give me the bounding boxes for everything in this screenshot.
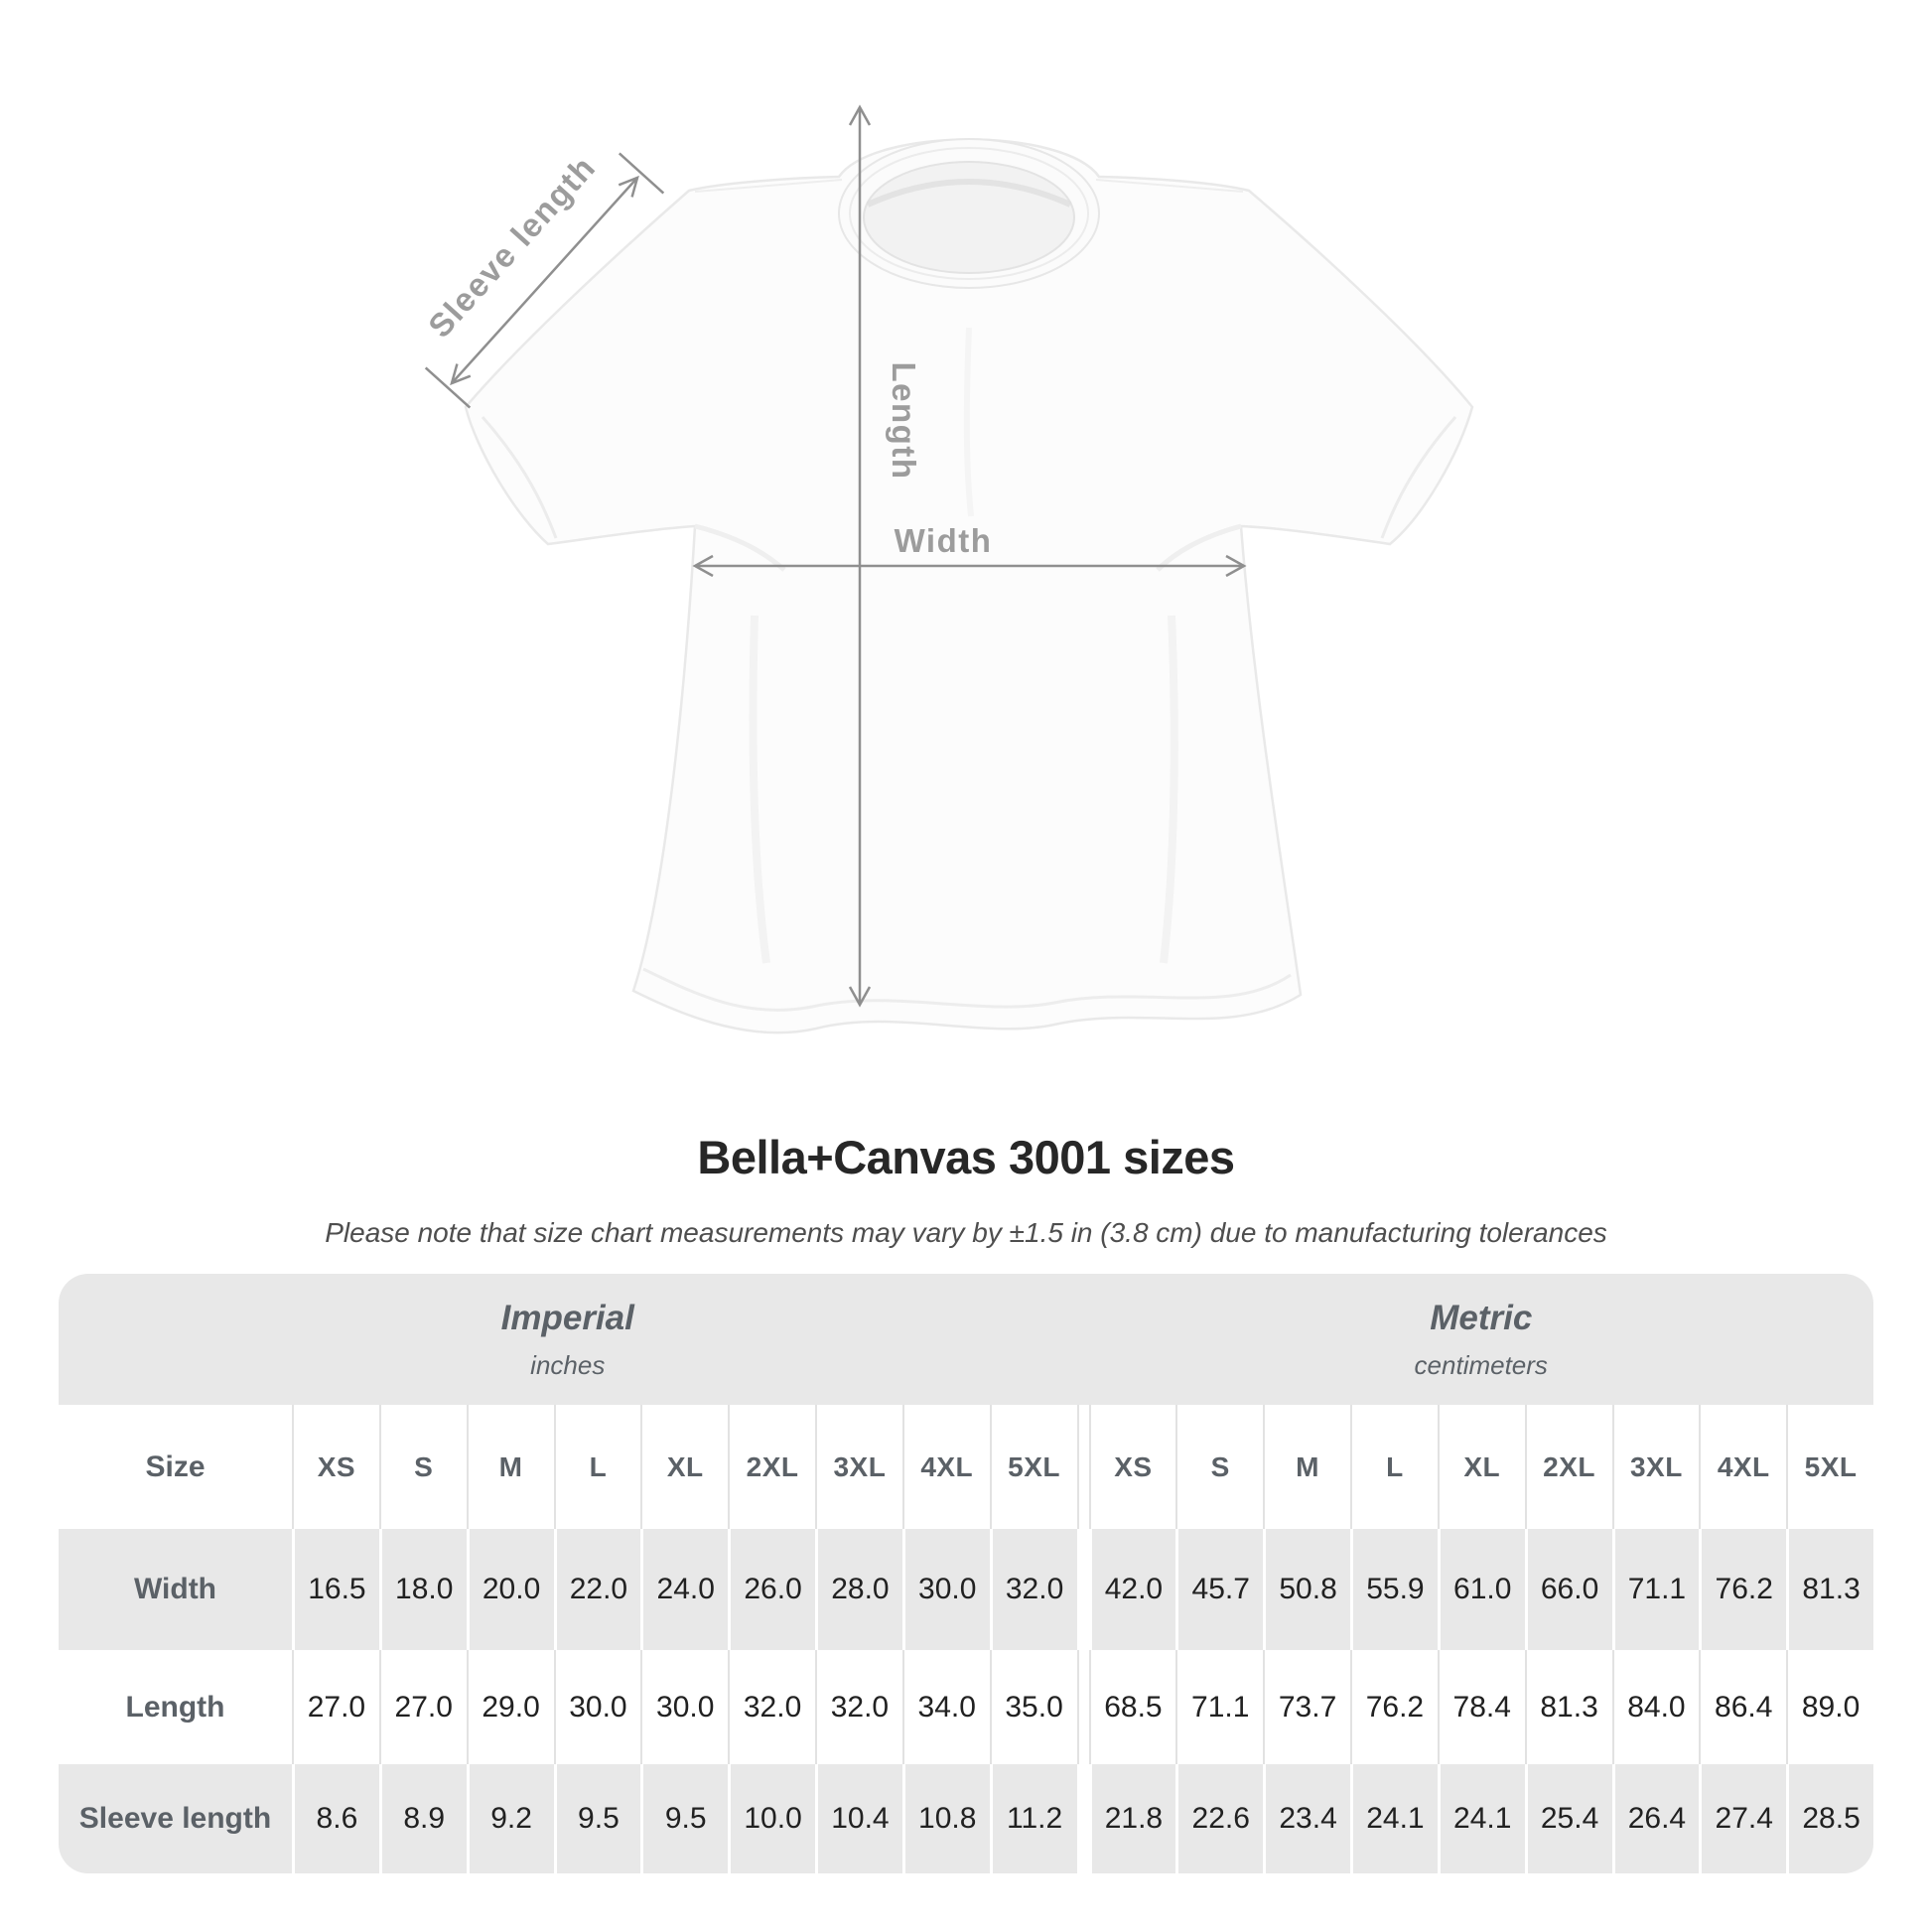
table-cell: 24.0 (640, 1529, 728, 1650)
table-cell: 71.1 (1175, 1650, 1263, 1764)
table-cell: 21.8 (1089, 1764, 1176, 1873)
size-header-metric: 3XL (1612, 1405, 1700, 1529)
table-cell: 29.0 (467, 1650, 554, 1764)
table-cell: 9.5 (640, 1764, 728, 1873)
unit-group-row (59, 1274, 1873, 1405)
table-cell: 25.4 (1525, 1764, 1612, 1873)
size-header-row (59, 1405, 1873, 1529)
size-header-metric: S (1175, 1405, 1263, 1529)
size-header-imperial: M (467, 1405, 554, 1529)
table-cell: 32.0 (815, 1650, 902, 1764)
table-cell: 10.4 (815, 1764, 902, 1873)
row-label: Length (59, 1650, 292, 1764)
table-cell: 10.8 (902, 1764, 990, 1873)
size-header-metric: XL (1438, 1405, 1525, 1529)
table-cell: 76.2 (1350, 1650, 1438, 1764)
table-cell: 55.9 (1350, 1529, 1438, 1650)
width-row (59, 1529, 1873, 1650)
table-cell: 78.4 (1438, 1650, 1525, 1764)
size-header-imperial: XL (640, 1405, 728, 1529)
size-header-imperial: 5XL (990, 1405, 1077, 1529)
column-divider (1077, 1529, 1089, 1650)
table-cell: 81.3 (1525, 1650, 1612, 1764)
table-cell: 32.0 (990, 1529, 1077, 1650)
table-cell: 35.0 (990, 1650, 1077, 1764)
table-cell: 30.0 (640, 1650, 728, 1764)
size-header-imperial: 4XL (902, 1405, 990, 1529)
table-cell: 30.0 (554, 1650, 641, 1764)
imperial-group-header (59, 1274, 1077, 1405)
table-cell: 32.0 (728, 1650, 815, 1764)
column-divider (1077, 1650, 1089, 1764)
metric-group-header (1089, 1274, 1874, 1405)
page-title: Bella+Canvas 3001 sizes (697, 1131, 1235, 1183)
table-cell: 26.0 (728, 1529, 815, 1650)
table-cell: 76.2 (1699, 1529, 1786, 1650)
table-cell: 20.0 (467, 1529, 554, 1650)
table-cell: 23.4 (1263, 1764, 1350, 1873)
size-table (59, 1274, 1873, 1873)
table-cell: 68.5 (1089, 1650, 1176, 1764)
size-header-metric: 4XL (1699, 1405, 1786, 1529)
size-header-metric: 2XL (1525, 1405, 1612, 1529)
table-cell: 71.1 (1612, 1529, 1700, 1650)
row-label: Width (59, 1529, 292, 1650)
table-cell: 61.0 (1438, 1529, 1525, 1650)
table-cell: 8.6 (292, 1764, 379, 1873)
table-cell: 16.5 (292, 1529, 379, 1650)
table-cell: 24.1 (1438, 1764, 1525, 1873)
table-cell: 86.4 (1699, 1650, 1786, 1764)
size-header-imperial: 3XL (815, 1405, 902, 1529)
table-cell: 73.7 (1263, 1650, 1350, 1764)
table-cell: 10.0 (728, 1764, 815, 1873)
group-divider (1077, 1274, 1089, 1405)
page-subtitle: Please note that size chart measurements may vary by ±1.5 in (3.8 cm) due to manufacturing tolerances (325, 1217, 1607, 1248)
size-header-metric: L (1350, 1405, 1438, 1529)
table-cell: 28.5 (1786, 1764, 1873, 1873)
table-cell: 22.6 (1175, 1764, 1263, 1873)
table-cell: 30.0 (902, 1529, 990, 1650)
table-cell: 9.2 (467, 1764, 554, 1873)
size-header-metric: M (1263, 1405, 1350, 1529)
table-cell: 27.4 (1699, 1764, 1786, 1873)
table-cell: 81.3 (1786, 1529, 1873, 1650)
table-cell: 26.4 (1612, 1764, 1700, 1873)
table-cell: 27.0 (379, 1650, 467, 1764)
sleeve-length-row (59, 1764, 1873, 1873)
table-cell: 34.0 (902, 1650, 990, 1764)
table-cell: 11.2 (990, 1764, 1077, 1873)
table-cell: 27.0 (292, 1650, 379, 1764)
length-row (59, 1650, 1873, 1764)
size-header-metric: 5XL (1786, 1405, 1873, 1529)
table-cell: 18.0 (379, 1529, 467, 1650)
size-header-imperial: S (379, 1405, 467, 1529)
table-cell: 66.0 (1525, 1529, 1612, 1650)
table-cell: 50.8 (1263, 1529, 1350, 1650)
column-divider (1077, 1764, 1089, 1873)
width-label: Width (894, 522, 993, 559)
imperial-label: Imperial (500, 1298, 634, 1337)
table-cell: 89.0 (1786, 1650, 1873, 1764)
table-cell: 9.5 (554, 1764, 641, 1873)
metric-label: Metric (1430, 1298, 1533, 1337)
table-cell: 84.0 (1612, 1650, 1700, 1764)
size-column-label: Size (59, 1405, 292, 1529)
size-header-imperial: XS (292, 1405, 379, 1529)
table-cell: 45.7 (1175, 1529, 1263, 1650)
table-cell: 22.0 (554, 1529, 641, 1650)
row-label: Sleeve length (59, 1764, 292, 1873)
table-cell: 28.0 (815, 1529, 902, 1650)
sleeve-length-label: Sleeve length (421, 148, 603, 345)
size-header-imperial: 2XL (728, 1405, 815, 1529)
column-divider (1077, 1405, 1089, 1529)
length-label: Length (886, 361, 922, 481)
imperial-unit-label: inches (530, 1349, 606, 1380)
collar-opening (864, 162, 1074, 273)
table-cell: 24.1 (1350, 1764, 1438, 1873)
metric-unit-label: centimeters (1414, 1349, 1548, 1380)
table-cell: 8.9 (379, 1764, 467, 1873)
size-header-metric: XS (1089, 1405, 1176, 1529)
size-header-imperial: L (554, 1405, 641, 1529)
table-cell: 42.0 (1089, 1529, 1176, 1650)
